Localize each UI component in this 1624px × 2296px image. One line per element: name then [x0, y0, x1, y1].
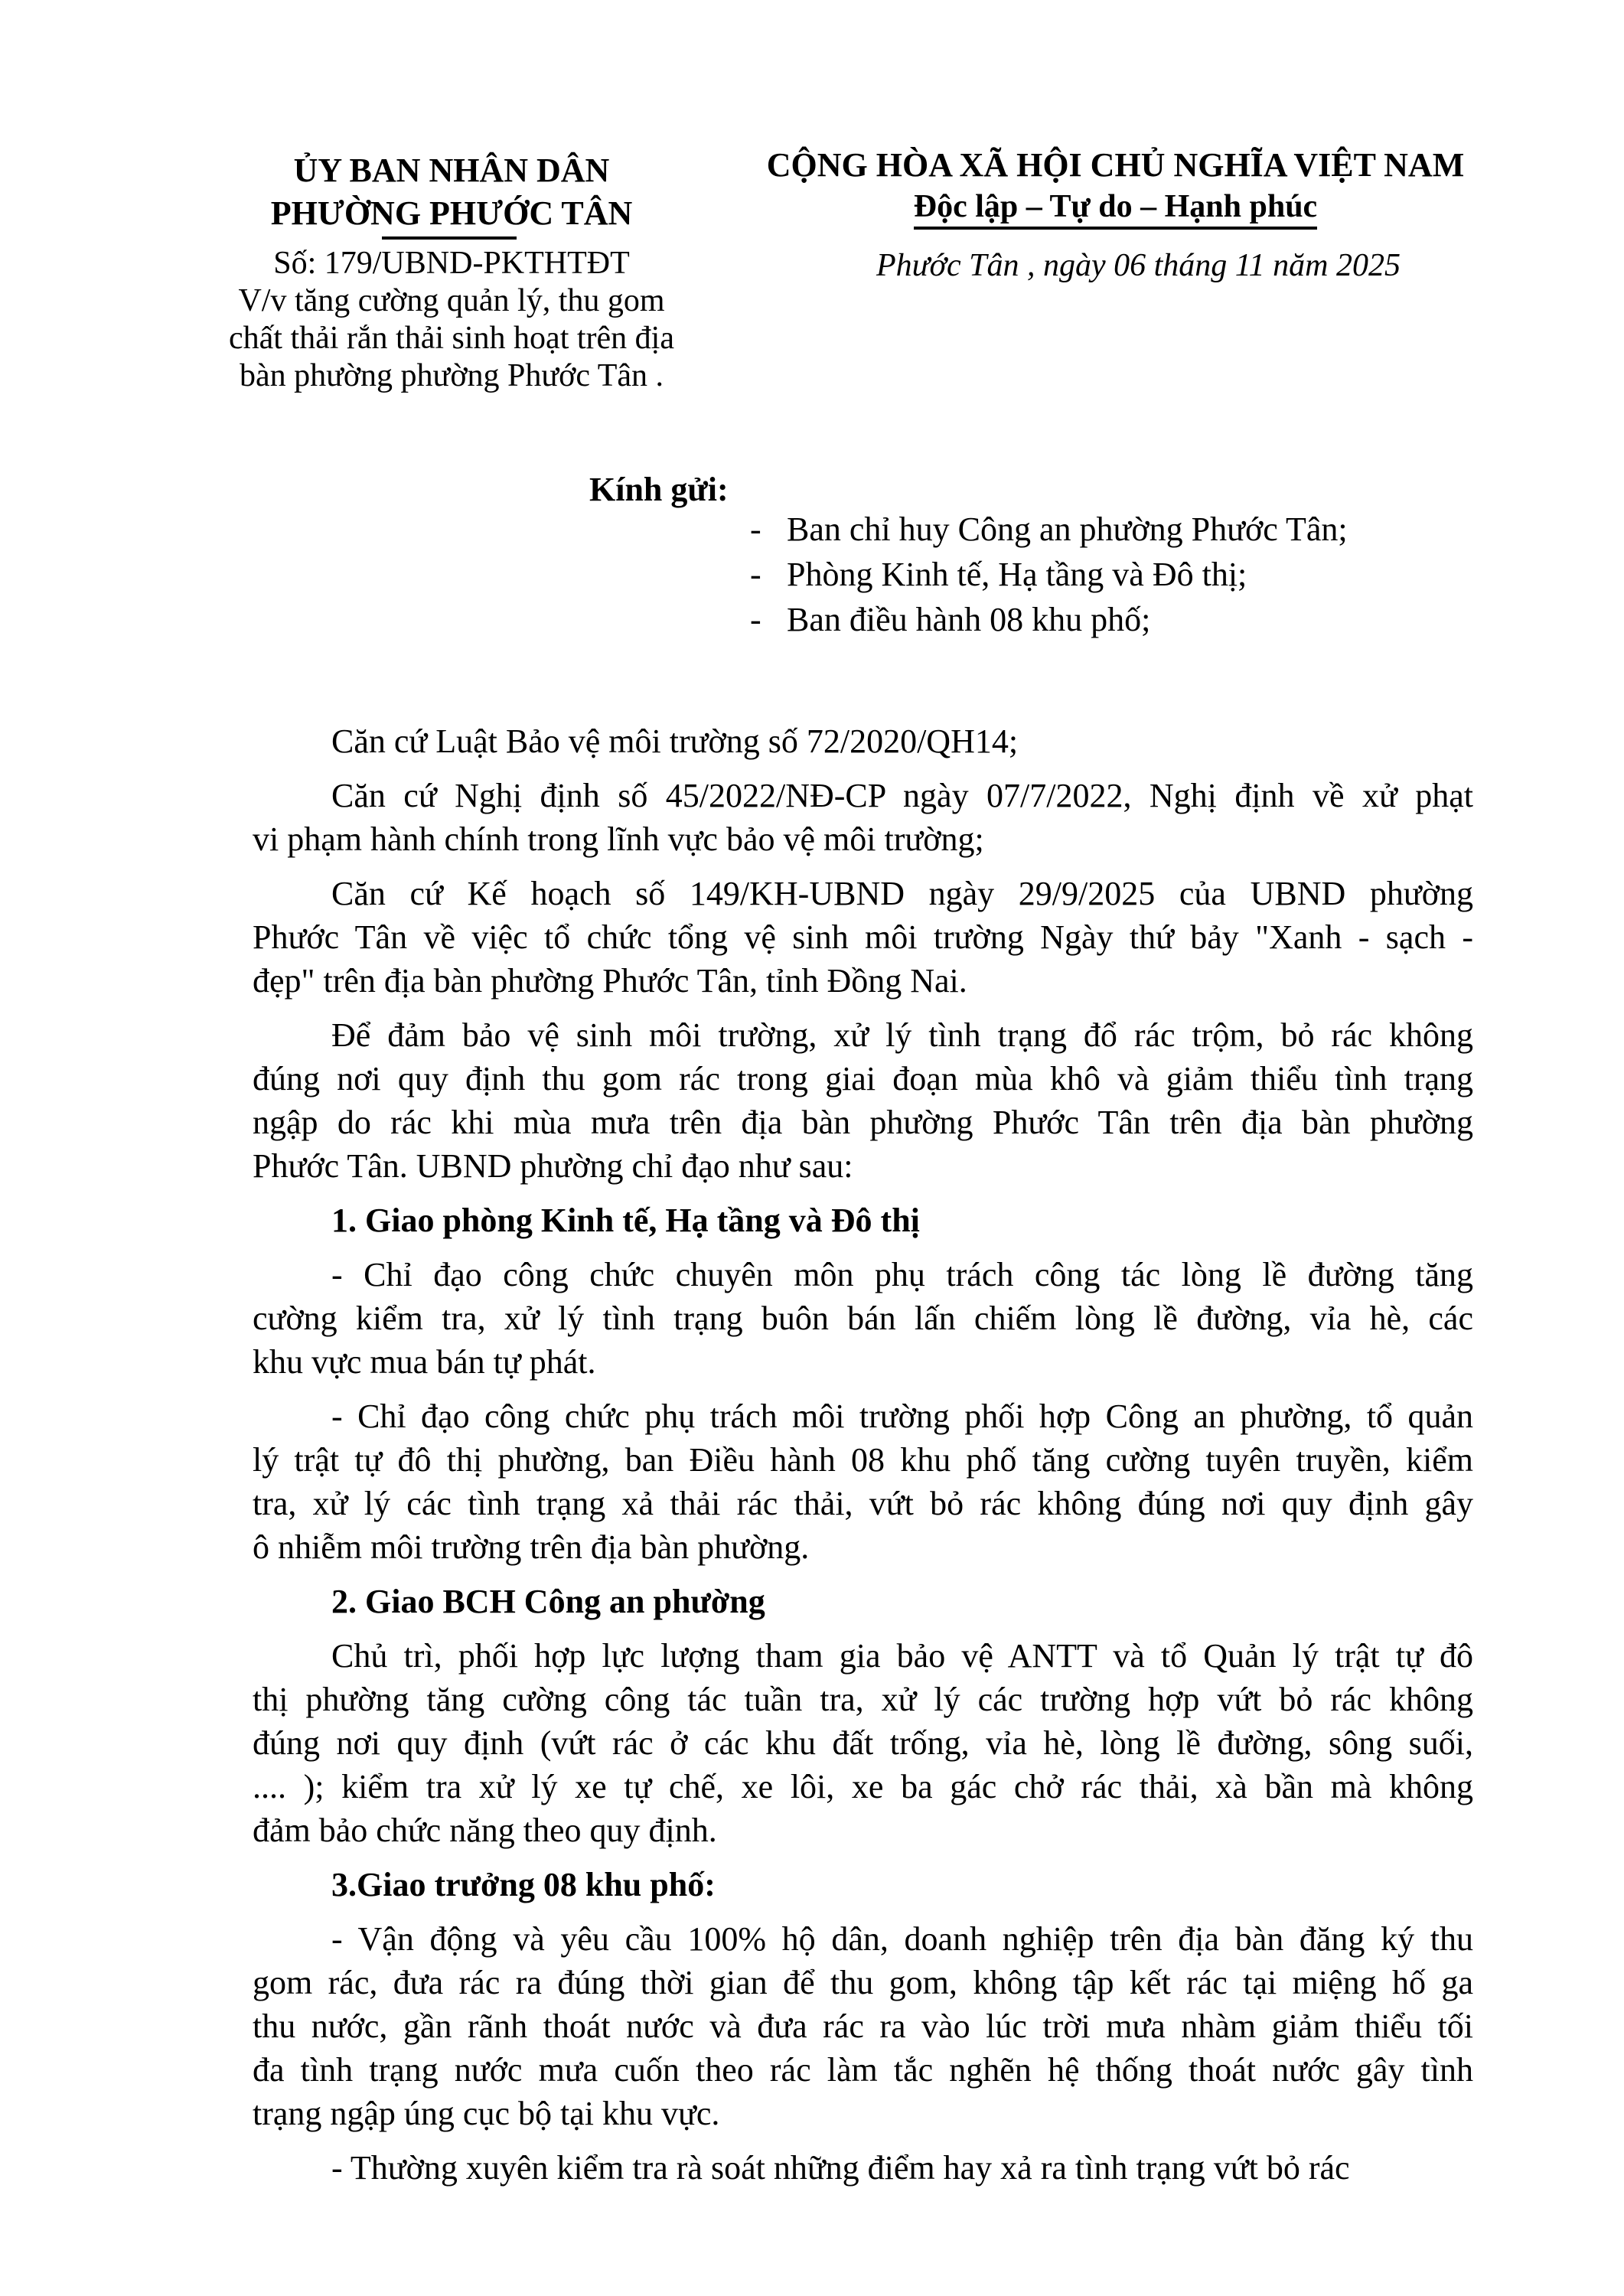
text-line: vi phạm hành chính trong lĩnh vực bảo vệ môi trường;: [253, 820, 984, 858]
text-line: tra, xử lý các tình trạng xả thải rác thải, vứt bỏ rác không đúng nơi quy định gây: [253, 1485, 1473, 1522]
document-number: Số: 179/UBND-PKTHTĐT: [273, 246, 630, 281]
section-heading: [253, 1580, 1473, 1623]
body-paragraph: [253, 1013, 1473, 1188]
text-line: Chủ trì, phối hợp lực lượng tham gia bảo vệ ANTT và tổ Quản lý trật tự đô: [331, 1637, 1473, 1675]
text-line: đa tình trạng nước mưa cuốn theo rác làm tắc nghẽn hệ thống thoát nước gây tình: [253, 2051, 1473, 2089]
text-line: Căn cứ Luật Bảo vệ môi trường số 72/2020/QH14;: [331, 722, 1019, 760]
recipient-text: Ban chỉ huy Công an phường Phước Tân;: [787, 510, 1348, 548]
text-line: Phước Tân. UBND phường chỉ đạo như sau:: [253, 1147, 853, 1185]
text-line: - Chỉ đạo công chức phụ trách môi trường phối hợp Công an phường, tổ quản: [331, 1397, 1473, 1435]
body-paragraph: [253, 1253, 1473, 1384]
text-line: 2. Giao BCH Công an phường: [331, 1583, 765, 1620]
section-heading: [253, 1199, 1473, 1242]
body-paragraph: [253, 2146, 1473, 2190]
agency-name-line1: ỦY BAN NHÂN DÂN: [293, 152, 610, 189]
bullet-dash: -: [750, 601, 761, 638]
text-line: ngập do rác khi mùa mưa trên địa bàn phường Phước Tân trên địa bàn phường: [253, 1104, 1473, 1141]
bullet-dash: -: [750, 556, 761, 593]
text-line: Phước Tân về việc tổ chức tổng vệ sinh môi trường Ngày thứ bảy "Xanh - sạch -: [253, 918, 1473, 956]
agency-name-line2: PHƯỜNG PHƯỚC TÂN: [270, 194, 633, 232]
subject-line: bàn phường phường Phước Tân .: [239, 358, 664, 393]
text-line: Căn cứ Nghị định số 45/2022/NĐ-CP ngày 07/7/2022, Nghị định về xử phạt: [331, 777, 1473, 814]
recipient-item: [750, 507, 1348, 552]
recipient-text: Phòng Kinh tế, Hạ tầng và Đô thị;: [787, 556, 1247, 593]
text-line: 3.Giao trưởng 08 khu phố:: [331, 1866, 716, 1903]
text-line: - Vận động và yêu cầu 100% hộ dân, doanh nghiệp trên địa bàn đăng ký thu: [331, 1920, 1473, 1958]
recipient-item: [750, 597, 1348, 642]
national-motto: Độc lập – Tự do – Hạnh phúc: [914, 187, 1317, 230]
text-line: Để đảm bảo vệ sinh môi trường, xử lý tình trạng đổ rác trộm, bỏ rác không: [331, 1016, 1473, 1054]
recipients-label: Kính gửi:: [589, 471, 729, 508]
subject-line: chất thải rắn thải sinh hoạt trên địa: [229, 321, 674, 356]
body-paragraph: [253, 774, 1473, 861]
recipients-list: [750, 507, 1348, 642]
text-line: thu nước, gần rãnh thoát nước và đưa rác ra vào lúc trời mưa nhàm giảm thiểu tối: [253, 2007, 1473, 2045]
text-line: ô nhiễm môi trường trên địa bàn phường.: [253, 1528, 810, 1566]
section-heading: [253, 1863, 1473, 1906]
nation-title: CỘNG HÒA XÃ HỘI CHỦ NGHĨA VIỆT NAM: [766, 146, 1465, 184]
issuing-agency-block: [207, 149, 696, 395]
national-header-block: [693, 144, 1538, 285]
text-line: trạng ngập úng cục bộ tại khu vực.: [253, 2095, 720, 2132]
document-body: [253, 719, 1473, 2200]
text-line: Căn cứ Kế hoạch số 149/KH-UBND ngày 29/9/2025 của UBND phường: [331, 875, 1473, 912]
place-date: Phước Tân , ngày 06 tháng 11 năm 2025: [876, 248, 1401, 283]
text-line: lý trật tự đô thị phường, ban Điều hành 08 khu phố tăng cường tuyên truyền, kiểm: [253, 1441, 1473, 1479]
body-paragraph: [253, 1634, 1473, 1852]
text-line: cường kiểm tra, xử lý tình trạng buôn bán lấn chiếm lòng lề đường, vỉa hè, các: [253, 1300, 1473, 1337]
recipient-text: Ban điều hành 08 khu phố;: [787, 601, 1151, 638]
text-line: khu vực mua bán tự phát.: [253, 1343, 596, 1381]
text-line: đẹp" trên địa bàn phường Phước Tân, tỉnh Đồng Nai.: [253, 962, 967, 1000]
text-line: đúng nơi quy định (vứt rác ở các khu đất trống, vỉa hè, lòng lề đường, sông suối,: [253, 1724, 1473, 1762]
text-line: đúng nơi quy định thu gom rác trong giai đoạn mùa khô và giảm thiểu tình trạng: [253, 1060, 1473, 1097]
text-line: - Chỉ đạo công chức chuyên môn phụ trách công tác lòng lề đường tăng: [331, 1256, 1473, 1293]
text-line: .... ); kiểm tra xử lý xe tự chế, xe lôi, xe ba gác chở rác thải, xà bần mà không: [253, 1768, 1473, 1805]
text-line: 1. Giao phòng Kinh tế, Hạ tầng và Đô thị: [331, 1202, 920, 1239]
recipient-item: [750, 552, 1348, 597]
body-paragraph: [253, 719, 1473, 763]
text-line: thị phường tăng cường công tác tuần tra, xử lý các trường hợp vứt bỏ rác không: [253, 1681, 1473, 1718]
body-paragraph: [253, 1917, 1473, 2135]
text-line: - Thường xuyên kiểm tra rà soát những điểm hay xả ra tình trạng vứt bỏ rác: [331, 2149, 1350, 2187]
bullet-dash: -: [750, 510, 761, 548]
body-paragraph: [253, 1394, 1473, 1569]
body-paragraph: [253, 872, 1473, 1003]
subject-line: V/v tăng cường quản lý, thu gom: [238, 283, 665, 318]
agency-underline: [382, 236, 517, 240]
text-line: đảm bảo chức năng theo quy định.: [253, 1812, 717, 1849]
text-line: gom rác, đưa rác ra đúng thời gian để thu gom, không tập kết rác tại miệng hố ga: [253, 1964, 1473, 2001]
